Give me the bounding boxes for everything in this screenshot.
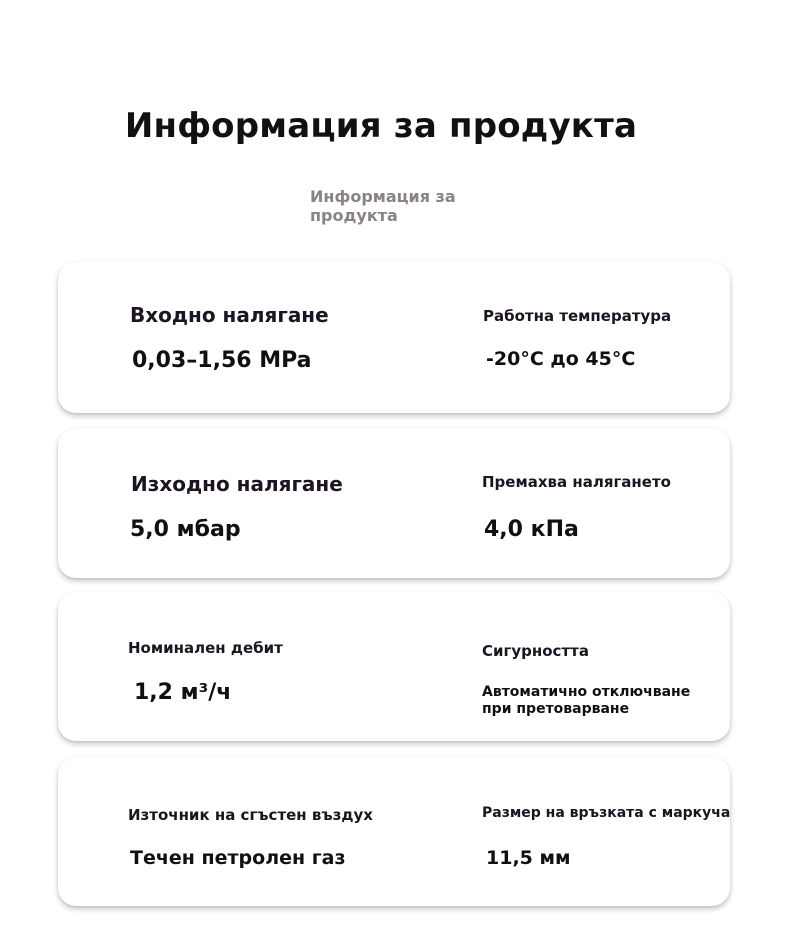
page-title: Информация за продукта — [124, 106, 638, 146]
safety-label: Сигурността — [482, 642, 589, 660]
inlet-pressure-value: 0,03–1,56 MPa — [132, 348, 312, 373]
outlet-pressure-value: 5,0 мбар — [130, 517, 241, 542]
rated-flow-label: Номинален дебит — [128, 639, 283, 657]
hose-size-value: 11,5 мм — [486, 847, 571, 869]
rated-flow-value: 1,2 м³/ч — [134, 680, 232, 705]
gas-source-label: Източник на сгъстен въздух — [128, 806, 373, 824]
spec-card-pressure-temperature — [58, 262, 730, 413]
pressure-relief-value: 4,0 кПа — [484, 517, 579, 542]
outlet-pressure-label: Изходно налягане — [131, 472, 343, 496]
gas-source-value: Течен петролен газ — [130, 847, 346, 869]
pressure-relief-label: Премахва налягането — [482, 473, 671, 491]
hose-size-label: Размер на връзката с маркуча — [482, 805, 731, 821]
operating-temperature-label: Работна температура — [483, 307, 672, 325]
inlet-pressure-label: Входно налягане — [130, 303, 329, 327]
operating-temperature-value: -20°C до 45°C — [486, 348, 636, 370]
safety-value: Автоматично отключване при претоварване — [482, 684, 691, 717]
spec-card-flow-safety — [58, 592, 730, 741]
page-subtitle: Информация за продукта — [310, 187, 456, 225]
spec-card-source-hose — [58, 757, 730, 906]
spec-card-outlet-relief — [58, 428, 730, 578]
